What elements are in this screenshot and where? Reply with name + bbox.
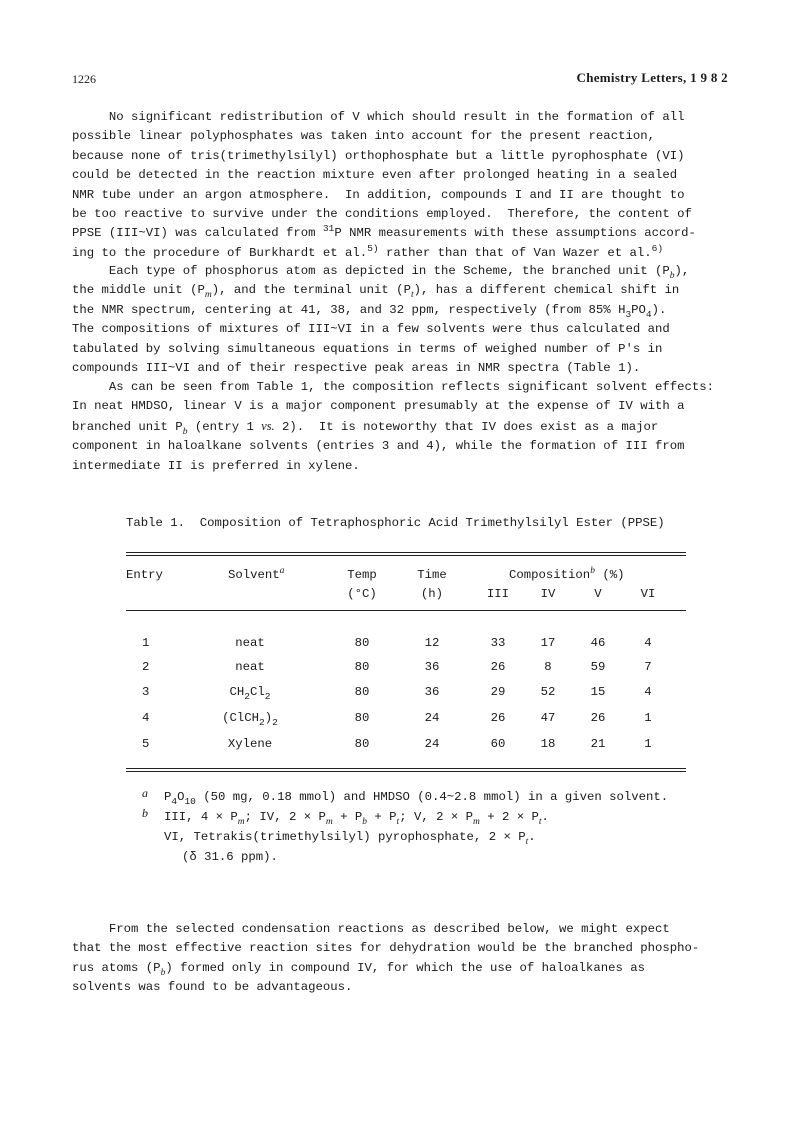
- col-header-temp-unit: (°C): [347, 587, 377, 601]
- cell-time: 24: [424, 737, 440, 751]
- cell-vi: 4: [644, 636, 652, 650]
- text-line: From the selected condensation reactions as described below, we might expect: [72, 922, 670, 936]
- table-top-rule: [126, 552, 686, 553]
- text-line: 2). It is noteworthy that IV does exist as a major: [274, 419, 659, 434]
- text-line: component in haloalkane solvents (entries 3 and 4), while the formation of III from: [72, 439, 685, 454]
- text-line: ), and the terminal unit (P: [211, 283, 411, 298]
- text-line: intermediate II is preferred in xylene.: [72, 458, 360, 473]
- text-line: the middle unit (P: [72, 283, 205, 298]
- subscript: 4: [645, 308, 652, 320]
- reference-6: 6): [651, 242, 664, 254]
- paragraph-solvent-effects: [72, 378, 732, 476]
- cell-time: 24: [424, 711, 440, 725]
- col-header-time: Time: [417, 568, 447, 582]
- col-header-solvent: Solvent$^a$: [228, 566, 285, 582]
- text-line: compounds III~VI and of their respective peak areas in NMR spectra (Table 1).: [72, 361, 641, 376]
- text-line: could be detected in the reaction mixture even after prolonged heating in a sealed: [72, 168, 678, 183]
- cell-temp: 80: [354, 636, 370, 650]
- cell-iv: 52: [540, 685, 556, 699]
- text-line: solvents was found to be advantageous.: [72, 980, 353, 995]
- cell-entry: 3: [142, 685, 150, 699]
- text-line: No significant redistribution of V which should result in the formation of all: [72, 110, 685, 124]
- isotope-superscript: 31: [322, 223, 335, 235]
- text-line: ),: [674, 264, 690, 278]
- text-line: P NMR measurements with these assumptions accord-: [334, 226, 696, 241]
- cell-entry: 1: [142, 636, 150, 650]
- footnote-b-continued: VI, Tetrakis(trimethylsilyl) pyrophosphate, $2 \times P_t$.: [164, 830, 536, 847]
- text-line: As can be seen from Table 1, the composition reflects significant solvent effects:: [72, 380, 715, 394]
- footnote-a-mark: a: [142, 786, 148, 800]
- cell-solvent: Xylene: [227, 737, 273, 751]
- paragraph-redistribution: [72, 108, 732, 263]
- cell-v: 21: [590, 737, 606, 751]
- cell-iv: 18: [540, 737, 556, 751]
- table-bottom-rule: [126, 768, 686, 769]
- italic-vs: vs.: [261, 418, 275, 433]
- col-header-entry: Entry: [126, 568, 163, 582]
- subscript: 3: [625, 308, 632, 320]
- subscript: b: [160, 967, 166, 978]
- col-header-iii: III: [486, 587, 510, 601]
- text-line: the NMR spectrum, centering at 41, 38, and 32 ppm, respectively (from 85% H: [72, 302, 626, 317]
- cell-iii: 26: [490, 660, 506, 674]
- text-line: ing to the procedure of Burkhardt et al.: [72, 245, 368, 260]
- cell-v: 15: [590, 685, 606, 699]
- reference-5: 5): [367, 242, 379, 254]
- cell-iii: 29: [490, 685, 506, 699]
- cell-time: 12: [424, 636, 440, 650]
- col-header-temp: Temp: [347, 568, 377, 582]
- table-head-rule: [126, 610, 686, 611]
- cell-vi: 1: [644, 711, 652, 725]
- cell-iv: 17: [540, 636, 556, 650]
- text-line: (entry 1: [187, 419, 262, 434]
- text-line: NMR tube under an argon atmosphere. In addition, compounds I and II are thought to: [72, 187, 685, 202]
- text-line: that the most effective reaction sites for dehydration would be the branched phospho-: [72, 941, 700, 956]
- text-line: tabulated by solving simultaneous equations in terms of weighed number of P's in: [72, 341, 663, 356]
- cell-solvent: $(ClCH_2)_2$: [222, 711, 278, 728]
- paragraph-condensation: [72, 920, 732, 998]
- cell-entry: 2: [142, 660, 150, 674]
- cell-temp: 80: [354, 685, 370, 699]
- text-line: ).: [651, 302, 667, 317]
- cell-v: 59: [590, 660, 606, 674]
- text-line: branched unit P: [72, 419, 183, 434]
- cell-vi: 1: [644, 737, 652, 751]
- cell-vi: 4: [644, 685, 652, 699]
- footnote-b-mark: b: [142, 806, 148, 820]
- cell-iii: 33: [490, 636, 506, 650]
- cell-solvent: neat: [235, 636, 265, 650]
- paragraph-phosphorus-units: [72, 262, 732, 378]
- cell-time: 36: [424, 685, 440, 699]
- text-line: PO: [631, 302, 646, 317]
- cell-iii: 60: [490, 737, 506, 751]
- text-line: be too reactive to survive under the conditions employed. Therefore, the content of: [72, 207, 692, 222]
- text-line: rus atoms (P: [72, 960, 161, 975]
- col-header-vi: VI: [640, 587, 656, 601]
- cell-entry: 4: [142, 711, 150, 725]
- table-bottom-rule-inner: [126, 771, 686, 772]
- cell-iii: 26: [490, 711, 506, 725]
- text-line: because none of tris(trimethylsilyl) orthophosphate but a little pyrophosphate (VI): [72, 148, 685, 163]
- text-line: The compositions of mixtures of III~VI in a few solvents were thus calculated and: [72, 322, 670, 337]
- text-line: Each type of phosphorus atom as depicted in the Scheme, the branched unit (P: [72, 264, 670, 278]
- col-header-composition: Composition$^b$ (%): [509, 566, 625, 582]
- table-caption: Table 1. Composition of Tetraphosphoric Acid Trimethylsilyl Ester (PPSE): [126, 516, 665, 530]
- text-line: ) formed only in compound IV, for which the use of haloalkanes as: [165, 960, 645, 975]
- cell-solvent: neat: [235, 660, 265, 674]
- subscript: b: [182, 426, 188, 437]
- text-line: In neat HMDSO, linear V is a major component presumably at the expense of IV with a: [72, 399, 685, 414]
- col-header-v: V: [594, 587, 602, 601]
- cell-temp: 80: [354, 711, 370, 725]
- text-line: rather than that of Van Wazer et al.: [378, 245, 652, 260]
- footnote-a: $P_4O_{10}$ (50 mg, 0.18 mmol) and HMDSO (0.4~2.8 mmol) in a given solvent.: [164, 790, 669, 807]
- cell-iv: 8: [544, 660, 552, 674]
- page-number: 1226: [72, 72, 96, 86]
- cell-v: 46: [590, 636, 606, 650]
- subscript: t: [410, 290, 414, 301]
- cell-temp: 80: [354, 660, 370, 674]
- text-line: PPSE (III~VI) was calculated from: [72, 226, 323, 241]
- cell-temp: 80: [354, 737, 370, 751]
- cell-v: 26: [590, 711, 606, 725]
- running-header-journal: Chemistry Letters, 1 9 8 2: [576, 70, 728, 85]
- subscript: b: [669, 271, 675, 281]
- cell-vi: 7: [644, 660, 652, 674]
- footnote-b: III, $4 \times P_m$; IV, $2 \times P_m + P_b + P_t$; V, $2 \times P_m + 2 \times P_t$.: [164, 810, 549, 827]
- col-header-time-unit: (h): [420, 587, 444, 601]
- subscript: m: [204, 290, 212, 301]
- cell-iv: 47: [540, 711, 556, 725]
- col-header-iv: IV: [540, 587, 556, 601]
- cell-time: 36: [424, 660, 440, 674]
- footnote-b-shift: (δ 31.6 ppm).: [182, 850, 278, 864]
- text-line: possible linear polyphosphates was taken into account for the present reaction,: [72, 129, 655, 144]
- table-top-rule-inner: [126, 555, 686, 556]
- text-line: ), has a different chemical shift in: [413, 283, 680, 298]
- cell-entry: 5: [142, 737, 150, 751]
- cell-solvent: $CH_2Cl_2$: [229, 685, 271, 702]
